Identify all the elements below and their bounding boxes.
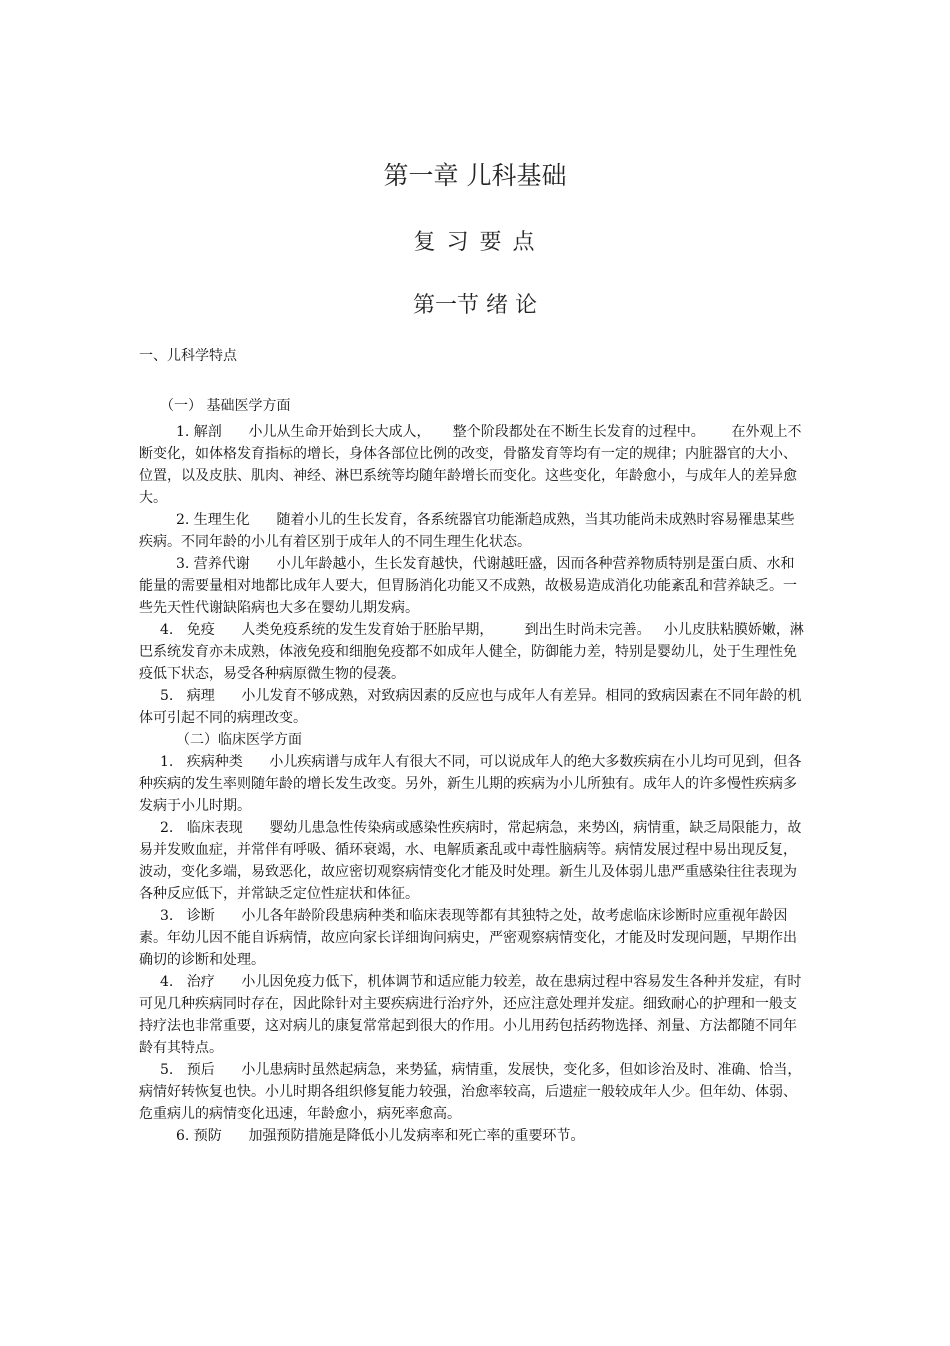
clinical-item-treatment [139,971,804,1059]
item-label: 2. 临床表现 [160,820,243,836]
item-text: 婴幼儿患急性传染病或感染性疾病时，常起病急，来势凶，病情重，缺乏局限能力，故易并发败血症，并常伴有呼吸、循环衰竭，水、电解质紊乱或中毒性脑病等。病情发展过程中易出现反复，波动，变化多端，易致恶化，故应密切观察病情变化才能及时处理。新生儿及体弱儿患严重感染往往表现为各种反应低下，并常缺乏定位性症状和体征。 [139,820,802,902]
clinical-item-disease-types [139,751,804,817]
item-label: 3. 营养代谢 [176,556,250,572]
clinical-item-prognosis [139,1059,804,1125]
item-text: 小儿疾病谱与成年人有很大不同，可以说成年人的绝大多数疾病在小儿均可见到，但各种疾病的发生率则随年龄的增长发生改变。另外，新生儿期的疾病为小儿所独有。成年人的许多慢性疾病多发病于小儿时期。 [139,754,802,814]
chapter-title: 第一章 儿科基础 [383,161,567,190]
item-label: 5. 预后 [160,1062,215,1078]
basic-item-immunity [139,619,804,685]
item-label: 6. 预防 [176,1128,222,1144]
item-text: 随着小儿的生长发育，各系统器官功能渐趋成熟，当其功能尚未成熟时容易罹患某些疾病。不同年龄的小儿有着区别于成年人的不同生理生化状态。 [139,512,795,550]
basic-item-pathology [139,685,804,729]
basic-item-physiology [139,509,804,553]
item-text: 小儿患病时虽然起病急，来势猛，病情重，发展快，变化多，但如诊治及时、准确、恰当，病情好转恢复也快。小儿时期各组织修复能力较强，治愈率较高，后遗症一般较成年人少。但年幼、体弱、危重病儿的病情变化迅速，年龄愈小，病死率愈高。 [139,1062,802,1122]
basic-item-nutrition [139,553,804,619]
clinical-item-prevention [139,1125,804,1147]
subsection-heading-basic: （一） 基础医学方面 [160,398,291,414]
review-heading: 复 习 要 点 [413,230,537,255]
subsection-heading-clinical: （二）临床医学方面 [176,732,302,748]
item-text: 人类免疫系统的发生发育始于胚胎早期， 到出生时尚未完善。 小儿皮肤粘膜娇嫩，淋巴系统发育亦未成熟，体液免疫和细胞免疫都不如成年人健全，防御能力差，特别是婴幼儿，处于生理性免疫低下状态，易受各种病原微生物的侵袭。 [139,622,804,682]
basic-item-anatomy [139,421,804,509]
item-text: 小儿年龄越小，生长发育越快，代谢越旺盛，因而各种营养物质特别是蛋白质、水和能量的需要量相对地都比成年人要大，但胃肠消化功能又不成熟，故极易造成消化功能紊乱和营养缺乏。一些先天性代谢缺陷病也大多在婴幼儿期发病。 [139,556,797,616]
item-label: 1. 疾病种类 [160,754,243,770]
part-heading: 一、儿科学特点 [139,348,237,364]
item-label: 5. 病理 [160,688,215,704]
item-text: 小儿发育不够成熟，对致病因素的反应也与成年人有差异。相同的致病因素在不同年龄的机体可引起不同的病理改变。 [139,688,802,726]
clinical-item-diagnosis [139,905,804,971]
item-label: 1. 解剖 [176,424,222,440]
section-title: 第一节 绪 论 [413,293,537,318]
clinical-item-manifestation [139,817,804,905]
item-label: 4. 治疗 [160,974,215,990]
item-label: 2. 生理生化 [176,512,250,528]
item-text: 小儿各年龄阶段患病种类和临床表现等都有其独特之处，故考虑临床诊断时应重视年龄因素。年幼儿因不能自诉病情，故应向家长详细询问病史，严密观察病情变化，才能及时发现问题，早期作出确切的诊断和处理。 [139,908,797,968]
item-text: 小儿从生命开始到长大成人， 整个阶段都处在不断生长发育的过程中。 在外观上不断变化，如体格发育指标的增长，身体各部位比例的改变，骨骼发育等均有一定的规律；内脏器官的大小、位置，以及皮肤、肌肉、神经、淋巴系统等均随年龄增长而变化。这些变化，年龄愈小，与成年人的差异愈大。 [139,424,802,506]
item-label: 4. 免疫 [160,622,215,638]
item-label: 3. 诊断 [160,908,215,924]
document-body [139,421,804,1147]
item-text: 加强预防措施是降低小儿发病率和死亡率的重要环节。 [248,1128,585,1144]
item-text: 小儿因免疫力低下，机体调节和适应能力较差，故在患病过程中容易发生各种并发症，有时可见几种疾病同时存在，因此除针对主要疾病进行治疗外，还应注意处理并发症。细致耐心的护理和一般支持疗法也非常重要，这对病儿的康复常常起到很大的作用。小儿用药包括药物选择、剂量、方法都随不同年龄有其特点。 [139,974,802,1056]
